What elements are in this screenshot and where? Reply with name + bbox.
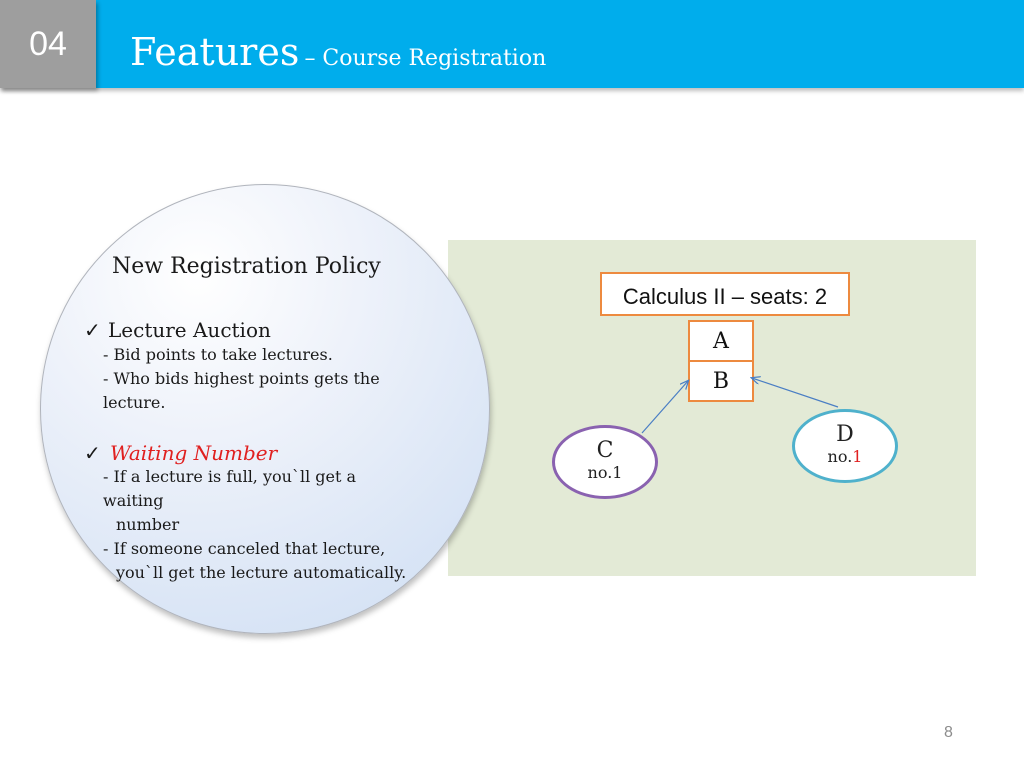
- section-number: 04: [0, 0, 96, 88]
- policy-line: you`ll get the lecture automatically.: [116, 563, 407, 582]
- student-c-waiting: no.1: [587, 463, 623, 482]
- student-node-c: [552, 425, 658, 499]
- policy-line: lecture.: [103, 393, 166, 412]
- check-icon: ✓: [84, 318, 101, 342]
- waiting-number-heading: Waiting Number: [110, 441, 278, 465]
- policy-line: - If a lecture is full, you`ll get a: [103, 467, 357, 486]
- policy-line: waiting: [103, 491, 164, 510]
- student-d-name: D: [836, 422, 854, 447]
- student-node-d: [792, 409, 898, 483]
- title-main: Features: [130, 30, 300, 74]
- policy-line: number: [116, 515, 180, 534]
- arrow-c-to-b: [642, 381, 688, 433]
- arrow-d-to-b: [752, 378, 838, 407]
- policy-line: - Who bids highest points gets the: [103, 369, 380, 388]
- policy-title: New Registration Policy: [112, 254, 381, 279]
- page-number: 8: [944, 724, 953, 741]
- seat-slot-b: B: [688, 360, 754, 402]
- title-subtitle: – Course Registration: [304, 46, 547, 71]
- lecture-auction-heading: Lecture Auction: [108, 318, 271, 342]
- check-icon: ✓: [84, 441, 101, 465]
- student-d-waiting: no.1: [827, 447, 863, 466]
- student-c-name: C: [596, 438, 614, 463]
- course-seat-box: Calculus II – seats: 2: [600, 272, 850, 316]
- policy-line: - Bid points to take lectures.: [103, 345, 333, 364]
- seat-slot-a: A: [688, 320, 754, 364]
- policy-line: - If someone canceled that lecture,: [103, 539, 386, 558]
